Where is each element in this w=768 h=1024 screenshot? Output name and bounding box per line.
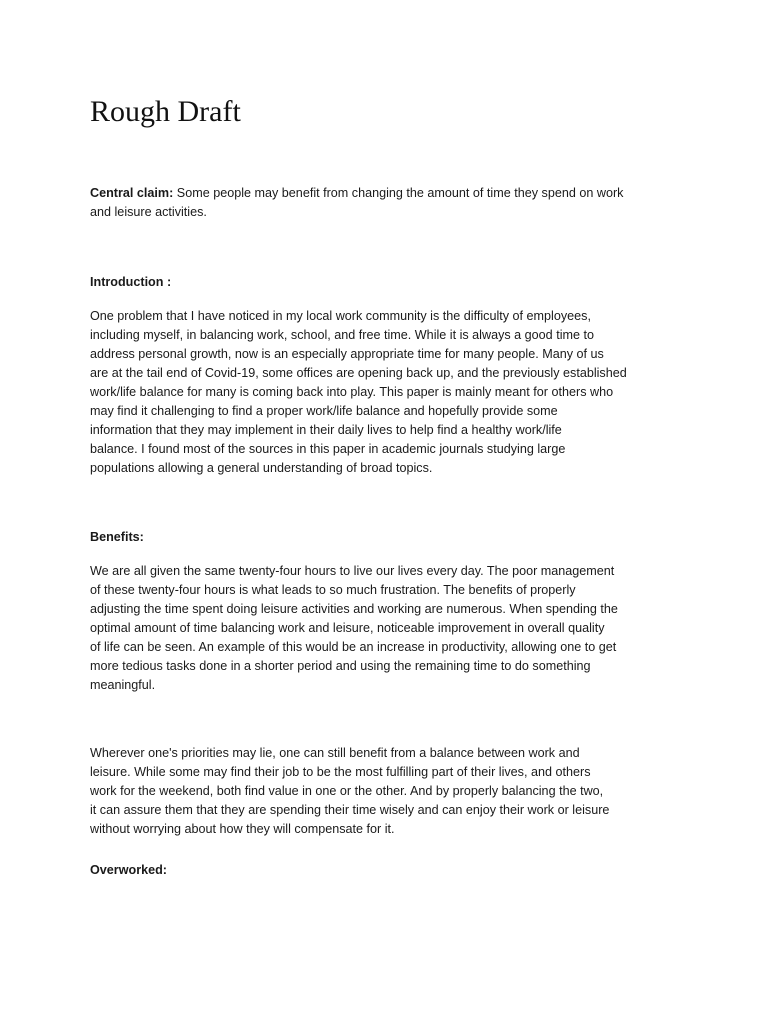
benefits-line: of these twenty-four hours is what leads to so much frustration. The benefits of properly [90,583,576,597]
benefits-line: We are all given the same twenty-four hours to live our lives every day. The poor management [90,564,615,578]
benefits-line: without worrying about how they will compensate for it. [90,822,395,836]
introduction-line: are at the tail end of Covid-19, some offices are opening back up, and the previously established [90,366,627,380]
overworked-heading: Overworked: [90,863,167,877]
introduction-line: including myself, in balancing work, school, and free time. While it is always a good time to [90,328,594,342]
benefits-line: more tedious tasks done in a shorter period and using the remaining time to do something [90,659,591,673]
central-claim-text: Some people may benefit from changing the amount of time they spend on work [176,186,624,200]
central-claim-label: Central claim: [90,186,174,200]
central-claim-line-1 [90,184,623,203]
introduction-line: address personal growth, now is an especially appropriate time for many people. Many of us [90,347,604,361]
introduction-line: balance. I found most of the sources in this paper in academic journals studying large [90,442,566,456]
introduction-line: populations allowing a general understanding of broad topics. [90,461,433,475]
introduction-line: information that they may implement in their daily lives to help find a healthy work/life [90,423,562,437]
benefits-paragraph-2 [90,744,609,839]
introduction-heading: Introduction : [90,275,172,289]
benefits-line: adjusting the time spent doing leisure activities and working are numerous. When spending the [90,602,618,616]
introduction-line: may find it challenging to find a proper work/life balance and hopefully provide some [90,404,558,418]
benefits-line: leisure. While some may find their job to be the most fulfilling part of their lives, and others [90,765,591,779]
introduction-line: One problem that I have noticed in my local work community is the difficulty of employees, [90,309,591,323]
benefits-line: it can assure them that they are spending their time wisely and can enjoy their work or leisure [90,803,610,817]
benefits-line: meaningful. [90,678,156,692]
introduction-line: work/life balance for many is coming back into play. This paper is mainly meant for others who [90,385,614,399]
document-title: Rough Draft [90,95,241,128]
benefits-line: Wherever one's priorities may lie, one can still benefit from a balance between work and [90,746,580,760]
benefits-line: optimal amount of time balancing work and leisure, noticeable improvement in overall quality [90,621,605,635]
introduction-paragraph [90,307,627,478]
benefits-line: of life can be seen. An example of this would be an increase in productivity, allowing one to get [90,640,617,654]
benefits-paragraph-1 [90,562,618,695]
benefits-line: work for the weekend, both find value in one or the other. And by properly balancing the two, [90,784,604,798]
benefits-heading: Benefits: [90,530,144,544]
central-claim-paragraph [90,184,623,222]
central-claim-line-2: and leisure activities. [90,205,207,219]
